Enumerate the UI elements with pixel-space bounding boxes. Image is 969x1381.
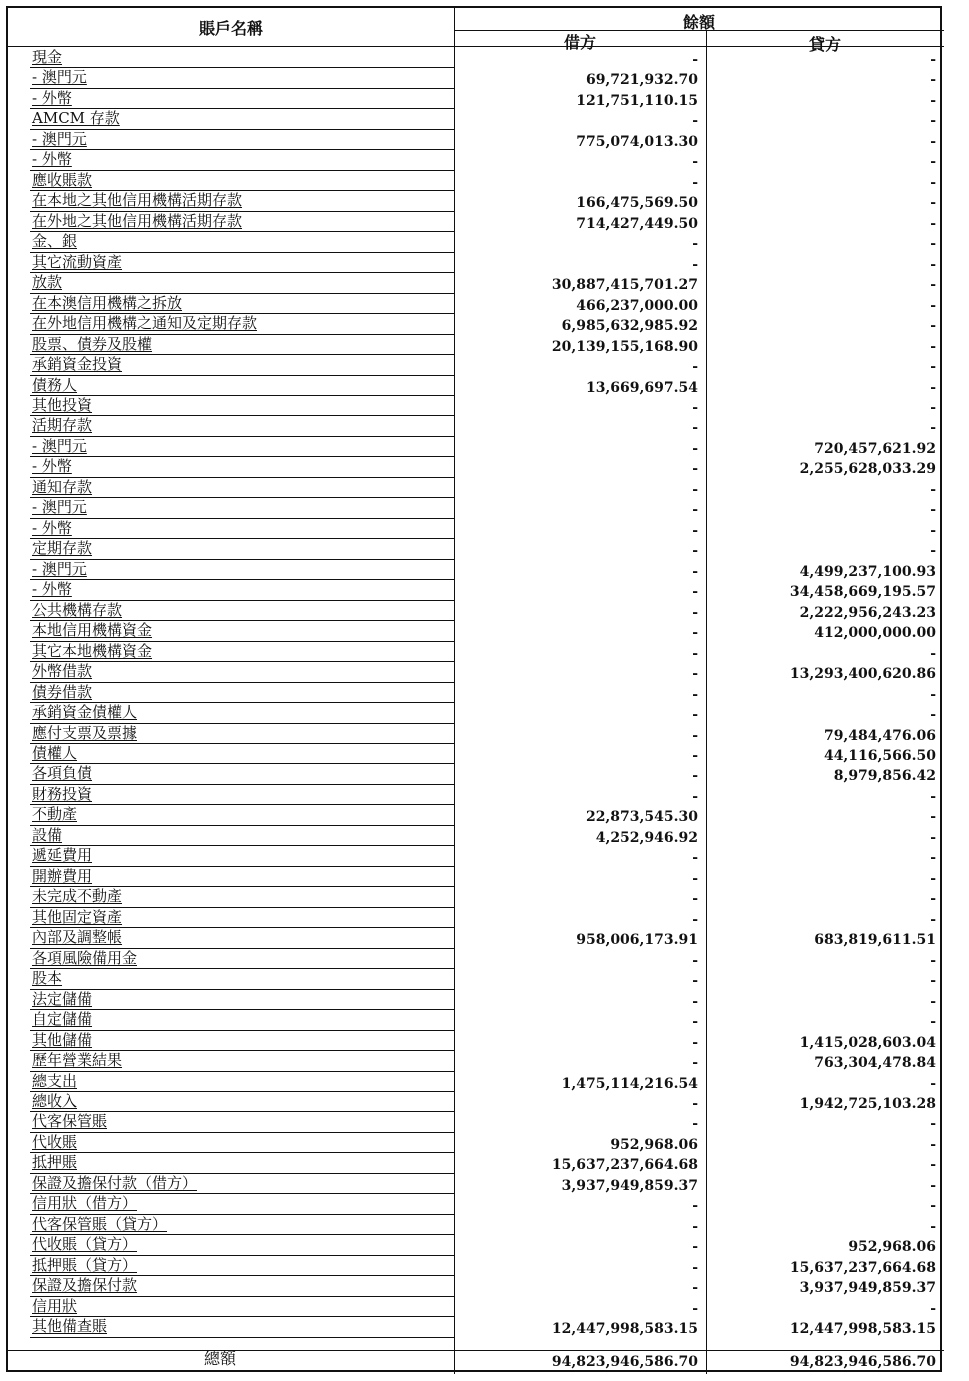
account-name: 股票、債券及股權	[32, 334, 153, 353]
row-rule	[30, 682, 454, 683]
account-name: 各項負債	[32, 764, 93, 783]
debit-value: -	[692, 666, 698, 683]
row-rule	[30, 456, 454, 457]
debit-value: 121,751,110.15	[576, 92, 698, 109]
account-name: 在外地之其他信用機構活期存款	[32, 211, 243, 230]
row-rule	[30, 129, 454, 130]
account-name: 未完成不動產	[32, 887, 123, 906]
total-top-rule	[8, 1350, 944, 1351]
debit-value: -	[692, 870, 698, 887]
row-rule	[30, 1337, 454, 1338]
debit-value: -	[692, 502, 698, 519]
total-label: 總額	[204, 1349, 237, 1368]
credit-value: -	[930, 1014, 936, 1031]
header-account-name: 賬戶名稱	[198, 19, 263, 38]
account-name: 保證及擔保付款（借方）	[32, 1173, 198, 1192]
credit-value: -	[930, 1218, 936, 1235]
debit-value: -	[692, 973, 698, 990]
debit-value: -	[692, 461, 698, 478]
credit-value: 34,458,669,195.57	[789, 584, 936, 601]
debit-value: -	[692, 1055, 698, 1072]
debit-value: -	[692, 420, 698, 437]
row-rule	[30, 149, 454, 150]
row-rule	[30, 518, 454, 519]
credit-value: -	[930, 133, 936, 150]
credit-value: -	[930, 338, 936, 355]
credit-value: -	[930, 359, 936, 376]
credit-value: 2,255,628,033.29	[799, 461, 936, 478]
account-name: 設備	[32, 825, 63, 844]
credit-value: -	[930, 72, 936, 89]
debit-value: 12,447,998,583.15	[551, 1321, 698, 1338]
account-name: 承銷資金債權人	[32, 703, 138, 722]
account-name: 開辦費用	[32, 866, 93, 885]
row-rule	[30, 968, 454, 969]
credit-value: 683,819,611.51	[814, 932, 936, 949]
row-rule	[30, 272, 454, 273]
account-name: - 澳門元	[32, 436, 87, 455]
credit-value: -	[930, 1300, 936, 1317]
account-name: 代收賬	[32, 1132, 78, 1151]
credit-value: 720,457,621.92	[814, 440, 936, 457]
debit-value: -	[692, 727, 698, 744]
account-name: 其他固定資產	[32, 907, 123, 926]
debit-value: -	[692, 952, 698, 969]
credit-value: -	[930, 543, 936, 560]
debit-value: -	[692, 625, 698, 642]
debit-value: -	[692, 993, 698, 1010]
credit-value: -	[930, 829, 936, 846]
credit-value: 12,447,998,583.15	[789, 1321, 936, 1338]
credit-value: -	[930, 1075, 936, 1092]
credit-value: -	[930, 92, 936, 109]
account-name: 代客保管賬	[32, 1112, 108, 1131]
account-name: 法定儲備	[32, 989, 93, 1008]
account-name: 內部及調整帳	[32, 928, 123, 947]
account-name: 應付支票及票據	[32, 723, 138, 742]
account-name: 活期存款	[32, 416, 93, 435]
debit-value: 466,237,000.00	[576, 297, 698, 314]
credit-value: -	[930, 1136, 936, 1153]
debit-value: -	[692, 1014, 698, 1031]
row-rule	[30, 825, 454, 826]
credit-value: -	[930, 1157, 936, 1174]
debit-value: 69,721,932.70	[585, 72, 698, 89]
account-name: - 澳門元	[32, 498, 87, 517]
debit-value: -	[692, 440, 698, 457]
debit-value: -	[692, 1198, 698, 1215]
debit-value: -	[692, 686, 698, 703]
account-name: 總收入	[32, 1091, 78, 1110]
credit-value: -	[930, 788, 936, 805]
debit-value: 775,074,013.30	[576, 133, 698, 150]
header-credit: 貸方	[808, 35, 841, 54]
account-name: 自定儲備	[32, 1010, 93, 1029]
debit-value: -	[692, 399, 698, 416]
debit-value: -	[692, 788, 698, 805]
row-rule	[30, 395, 454, 396]
row-rule	[30, 559, 454, 560]
account-name: 在本地之其他信用機構活期存款	[32, 191, 243, 210]
credit-value: -	[930, 870, 936, 887]
row-rule	[30, 1152, 454, 1153]
row-rule	[30, 866, 454, 867]
row-rule	[30, 1296, 454, 1297]
credit-value: -	[930, 52, 936, 68]
credit-value: -	[930, 973, 936, 990]
account-name: 其它本地機構資金	[32, 641, 153, 660]
total-credit: 94,823,946,586.70	[789, 1354, 936, 1370]
credit-value: -	[930, 297, 936, 314]
row-rule	[30, 1009, 454, 1010]
credit-value: -	[930, 522, 936, 539]
row-rule	[30, 845, 454, 846]
account-name: 放款	[32, 273, 63, 292]
debit-value: -	[692, 850, 698, 867]
debit-value: -	[692, 707, 698, 724]
credit-value: -	[930, 645, 936, 662]
row-rule	[30, 763, 454, 764]
ledger-table	[6, 6, 942, 1372]
credit-value: -	[930, 707, 936, 724]
row-rule	[30, 436, 454, 437]
account-name: 其它流動資產	[32, 252, 123, 271]
credit-value: 412,000,000.00	[814, 625, 936, 642]
debit-value: 1,475,114,216.54	[561, 1075, 698, 1092]
row-rule	[30, 989, 454, 990]
debit-value: -	[692, 154, 698, 171]
account-name: 各項風險備用金	[32, 948, 138, 967]
credit-value: 15,637,237,664.68	[789, 1259, 936, 1276]
debit-value: -	[692, 891, 698, 908]
credit-value: -	[930, 686, 936, 703]
credit-value: -	[930, 952, 936, 969]
account-name: 承銷資金投資	[32, 355, 123, 374]
account-name: AMCM 存款	[32, 109, 120, 128]
debit-value: -	[692, 113, 698, 130]
account-name: 股本	[32, 969, 63, 988]
debit-value: -	[692, 1095, 698, 1112]
row-rule	[30, 170, 454, 171]
account-name: 金、銀	[32, 232, 78, 251]
credit-value: -	[930, 215, 936, 232]
row-rule	[30, 88, 454, 89]
row-rule	[30, 579, 454, 580]
account-name: - 澳門元	[32, 68, 87, 87]
credit-value: -	[930, 113, 936, 130]
debit-value: -	[692, 1300, 698, 1317]
header-debit: 借方	[563, 33, 596, 52]
account-name: 在本澳信用機構之拆放	[32, 293, 183, 312]
account-name: 債務人	[32, 375, 78, 394]
debit-value: -	[692, 911, 698, 928]
credit-value: 13,293,400,620.86	[789, 666, 936, 683]
account-name: 公共機構存款	[32, 600, 123, 619]
account-name: 保證及擔保付款	[32, 1276, 138, 1295]
debit-value: 714,427,449.50	[576, 215, 698, 232]
account-name: 信用狀（借方）	[32, 1194, 138, 1213]
debit-value: -	[692, 1239, 698, 1256]
row-rule	[30, 415, 454, 416]
debit-value: -	[692, 768, 698, 785]
account-name: 在外地信用機構之通知及定期存款	[32, 314, 258, 333]
account-name: 總支出	[32, 1071, 78, 1090]
credit-value: 2,222,956,243.23	[799, 604, 936, 621]
account-name: 債券借款	[32, 682, 93, 701]
credit-value: -	[930, 277, 936, 294]
credit-value: -	[930, 993, 936, 1010]
debit-value: 3,937,949,859.37	[561, 1177, 698, 1194]
credit-value: -	[930, 256, 936, 273]
account-name: 其他儲備	[32, 1030, 93, 1049]
row-rule	[30, 784, 454, 785]
credit-value: 44,116,566.50	[823, 747, 936, 764]
debit-value: -	[692, 1280, 698, 1297]
debit-value: 6,985,632,985.92	[561, 318, 698, 335]
account-name: - 外幣	[32, 457, 72, 476]
row-rule	[30, 375, 454, 376]
debit-value: -	[692, 747, 698, 764]
credit-value: -	[930, 236, 936, 253]
debit-value: -	[692, 1034, 698, 1051]
account-name: 財務投資	[32, 784, 93, 803]
account-name: 信用狀	[32, 1296, 78, 1315]
debit-value: -	[692, 604, 698, 621]
debit-value: -	[692, 522, 698, 539]
credit-value: -	[930, 1177, 936, 1194]
credit-value: -	[930, 420, 936, 437]
row-rule	[30, 1071, 454, 1072]
account-name: 代客保管賬（貸方）	[32, 1214, 168, 1233]
credit-value: -	[930, 911, 936, 928]
credit-value: 4,499,237,100.93	[799, 563, 936, 580]
account-name: 定期存款	[32, 539, 93, 558]
credit-value: -	[930, 502, 936, 519]
debit-value: -	[692, 359, 698, 376]
account-name: 外幣借款	[32, 662, 93, 681]
row-rule	[30, 1030, 454, 1031]
row-rule	[30, 1091, 454, 1092]
credit-value: -	[930, 379, 936, 396]
row-rule	[30, 497, 454, 498]
credit-value: -	[930, 481, 936, 498]
account-name: - 澳門元	[32, 129, 87, 148]
row-rule	[30, 538, 454, 539]
total-debit: 94,823,946,586.70	[551, 1354, 698, 1370]
account-name: - 澳門元	[32, 559, 87, 578]
debit-value: -	[692, 584, 698, 601]
account-name: 應收賬款	[32, 170, 93, 189]
account-name: - 外幣	[32, 580, 72, 599]
credit-value: -	[930, 399, 936, 416]
account-name: 其他投資	[32, 395, 93, 414]
debit-value: 166,475,569.50	[576, 195, 698, 212]
header-balance: 餘額	[682, 13, 715, 32]
row-rule	[30, 477, 454, 478]
account-name: 通知存款	[32, 477, 93, 496]
credit-value: 1,415,028,603.04	[799, 1034, 936, 1051]
account-name: - 外幣	[32, 88, 72, 107]
account-name: 代收賬（貸方）	[32, 1235, 138, 1254]
row-rule	[30, 1132, 454, 1133]
credit-value: 952,968.06	[848, 1239, 936, 1256]
debit-value: -	[692, 174, 698, 191]
account-name: 本地信用機構資金	[32, 621, 153, 640]
debit-value: -	[692, 1116, 698, 1133]
credit-value: -	[930, 174, 936, 191]
row-rule	[30, 231, 454, 232]
credit-value: -	[930, 195, 936, 212]
row-rule	[30, 67, 454, 68]
debit-value: 4,252,946.92	[595, 829, 698, 846]
debit-value: -	[692, 1218, 698, 1235]
debit-value: 13,669,697.54	[585, 379, 698, 396]
debit-value: -	[692, 543, 698, 560]
credit-value: -	[930, 154, 936, 171]
row-rule	[30, 804, 454, 805]
account-name: 不動產	[32, 805, 78, 824]
debit-value: -	[692, 1259, 698, 1276]
header-divider	[454, 30, 944, 31]
debit-value: -	[692, 256, 698, 273]
account-name: 現金	[32, 48, 63, 66]
debit-value: 30,887,415,701.27	[551, 277, 698, 294]
credit-value: 763,304,478.84	[814, 1055, 936, 1072]
credit-value: -	[930, 1116, 936, 1133]
debit-value: 958,006,173.91	[576, 932, 698, 949]
debit-value: -	[692, 563, 698, 580]
account-name: - 外幣	[32, 150, 72, 169]
account-name: 歷年營業結果	[32, 1051, 123, 1070]
debit-value: 952,968.06	[610, 1136, 698, 1153]
debit-value: 15,637,237,664.68	[551, 1157, 698, 1174]
account-name: 債權人	[32, 743, 78, 762]
credit-value: 1,942,725,103.28	[799, 1095, 936, 1112]
credit-value: 3,937,949,859.37	[799, 1280, 936, 1297]
debit-value: -	[692, 52, 698, 68]
credit-value: -	[930, 1198, 936, 1215]
debit-value: -	[692, 481, 698, 498]
account-name: 抵押賬	[32, 1153, 78, 1172]
credit-value: -	[930, 891, 936, 908]
row-rule	[30, 743, 454, 744]
debit-value: -	[692, 645, 698, 662]
credit-value: -	[930, 850, 936, 867]
account-name: 其他備查賬	[32, 1317, 108, 1336]
debit-value: 20,139,155,168.90	[551, 338, 698, 355]
credit-value: -	[930, 318, 936, 335]
account-name: 抵押賬（貸方）	[32, 1255, 138, 1274]
credit-value: 8,979,856.42	[833, 768, 936, 785]
header-bottom-rule	[8, 46, 944, 47]
credit-value: -	[930, 809, 936, 826]
credit-value: 79,484,476.06	[823, 727, 936, 744]
row-rule	[30, 661, 454, 662]
debit-value: -	[692, 236, 698, 253]
account-name: 遞延費用	[32, 846, 93, 865]
debit-value: 22,873,545.30	[585, 809, 698, 826]
account-name: - 外幣	[32, 518, 72, 537]
